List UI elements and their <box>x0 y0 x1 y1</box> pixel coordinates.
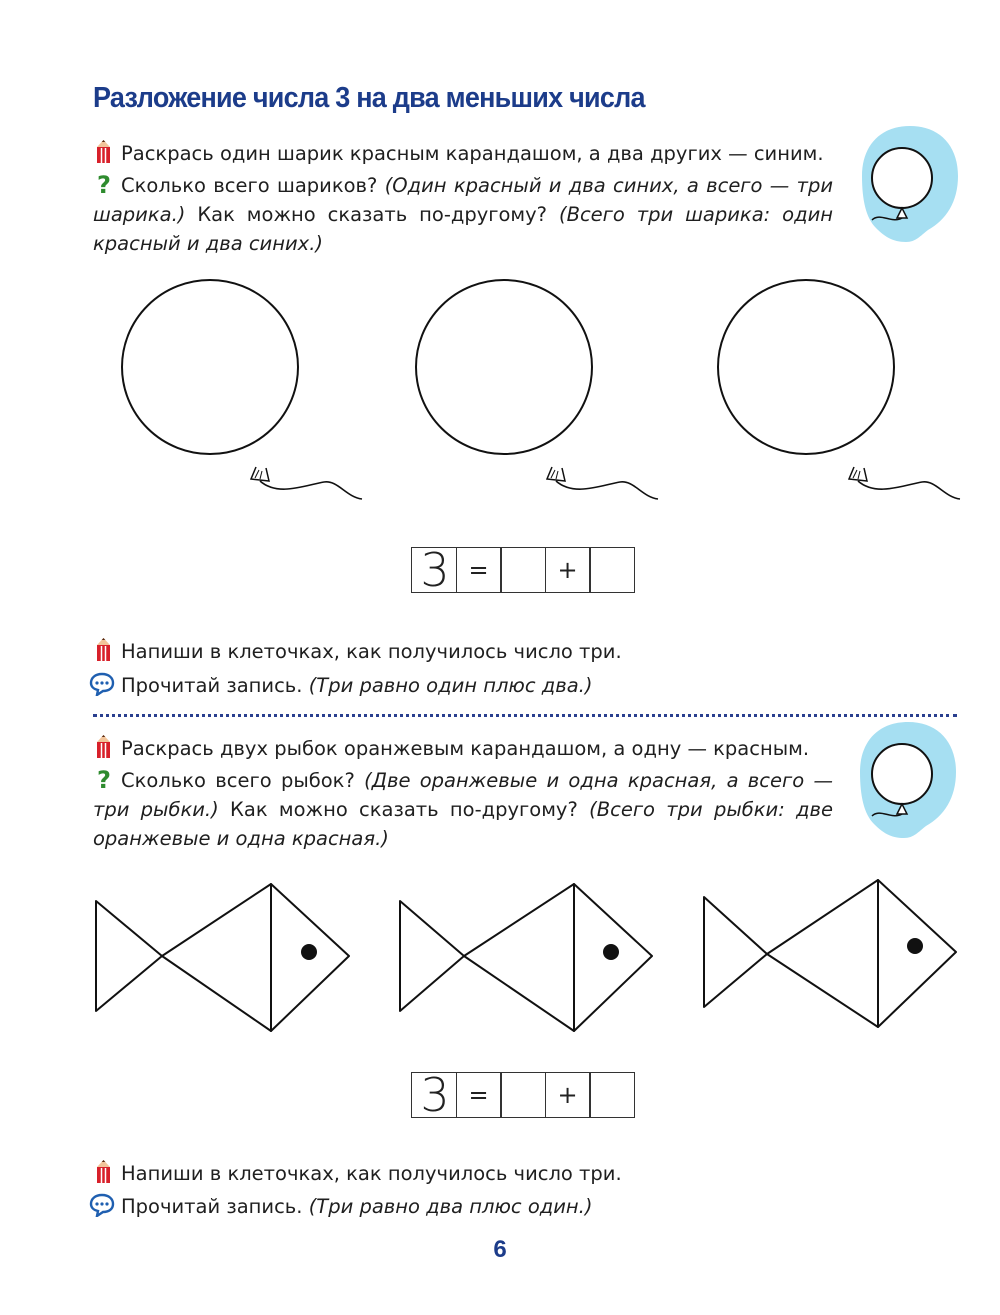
task-color-fish: Раскрась двух рыбок оранжевым карандашом, а одну — красным. <box>93 734 853 763</box>
question-balloons: ? Сколько всего шариков? (Один красный и два синих, а всего — три шарика.) Как можно сказать по-другому? (Всего три шарика: один красный и два синих.) <box>93 172 833 255</box>
equation-equals: = <box>456 1072 502 1118</box>
question-icon <box>93 767 115 791</box>
equation-input-1[interactable] <box>500 1072 546 1118</box>
fish-1[interactable] <box>94 882 354 1034</box>
equation-input-1[interactable] <box>500 547 546 593</box>
question-icon <box>93 172 115 196</box>
page-number: 6 <box>493 1236 507 1263</box>
speech-bubble-icon <box>89 1193 115 1217</box>
section-separator <box>93 714 957 717</box>
equation-equals: = <box>456 547 502 593</box>
equation-boxes-2 <box>411 1068 635 1122</box>
pencil-icon <box>93 735 115 759</box>
task-write-1: Напиши в клеточках, как получилось число три. <box>93 637 853 666</box>
read-2: Прочитай запись. (Три равно два плюс один.) <box>89 1192 849 1221</box>
speech-bubble-icon <box>89 672 115 696</box>
equation-plus: + <box>545 547 591 593</box>
equation-input-2[interactable] <box>589 547 635 593</box>
svg-text:?: ? <box>97 172 111 196</box>
fish-2[interactable] <box>398 882 658 1034</box>
task-color-balloons: Раскрась один шарик красным карандашом, а два других — синим. <box>93 139 853 168</box>
pencil-icon <box>93 1160 115 1184</box>
fish-3[interactable] <box>702 878 962 1030</box>
page-title: Разложение числа 3 на два меньших числа <box>93 82 645 114</box>
balloon-1[interactable] <box>110 275 370 500</box>
pencil-icon <box>93 638 115 662</box>
balloon-sticker-icon <box>858 124 962 244</box>
question-fish: ? Сколько всего рыбок? (Две оранжевые и одна красная, а всего — три рыбки.) Как можно сказать по-другому? (Всего три рыбки: две оранжевые и одна красная.) <box>93 767 834 850</box>
equation-number: 3 <box>411 547 457 593</box>
balloon-sticker-icon <box>856 720 960 840</box>
balloon-2[interactable] <box>412 275 672 500</box>
task-write-2: Напиши в клеточках, как получилось число три. <box>93 1159 853 1188</box>
pencil-icon <box>93 140 115 164</box>
equation-plus: + <box>545 1072 591 1118</box>
equation-boxes-1 <box>411 543 635 597</box>
equation-number: 3 <box>411 1072 457 1118</box>
read-1: Прочитай запись. (Три равно один плюс два.) <box>89 671 849 700</box>
balloon-3[interactable] <box>712 275 974 500</box>
equation-input-2[interactable] <box>589 1072 635 1118</box>
svg-text:?: ? <box>97 767 111 791</box>
